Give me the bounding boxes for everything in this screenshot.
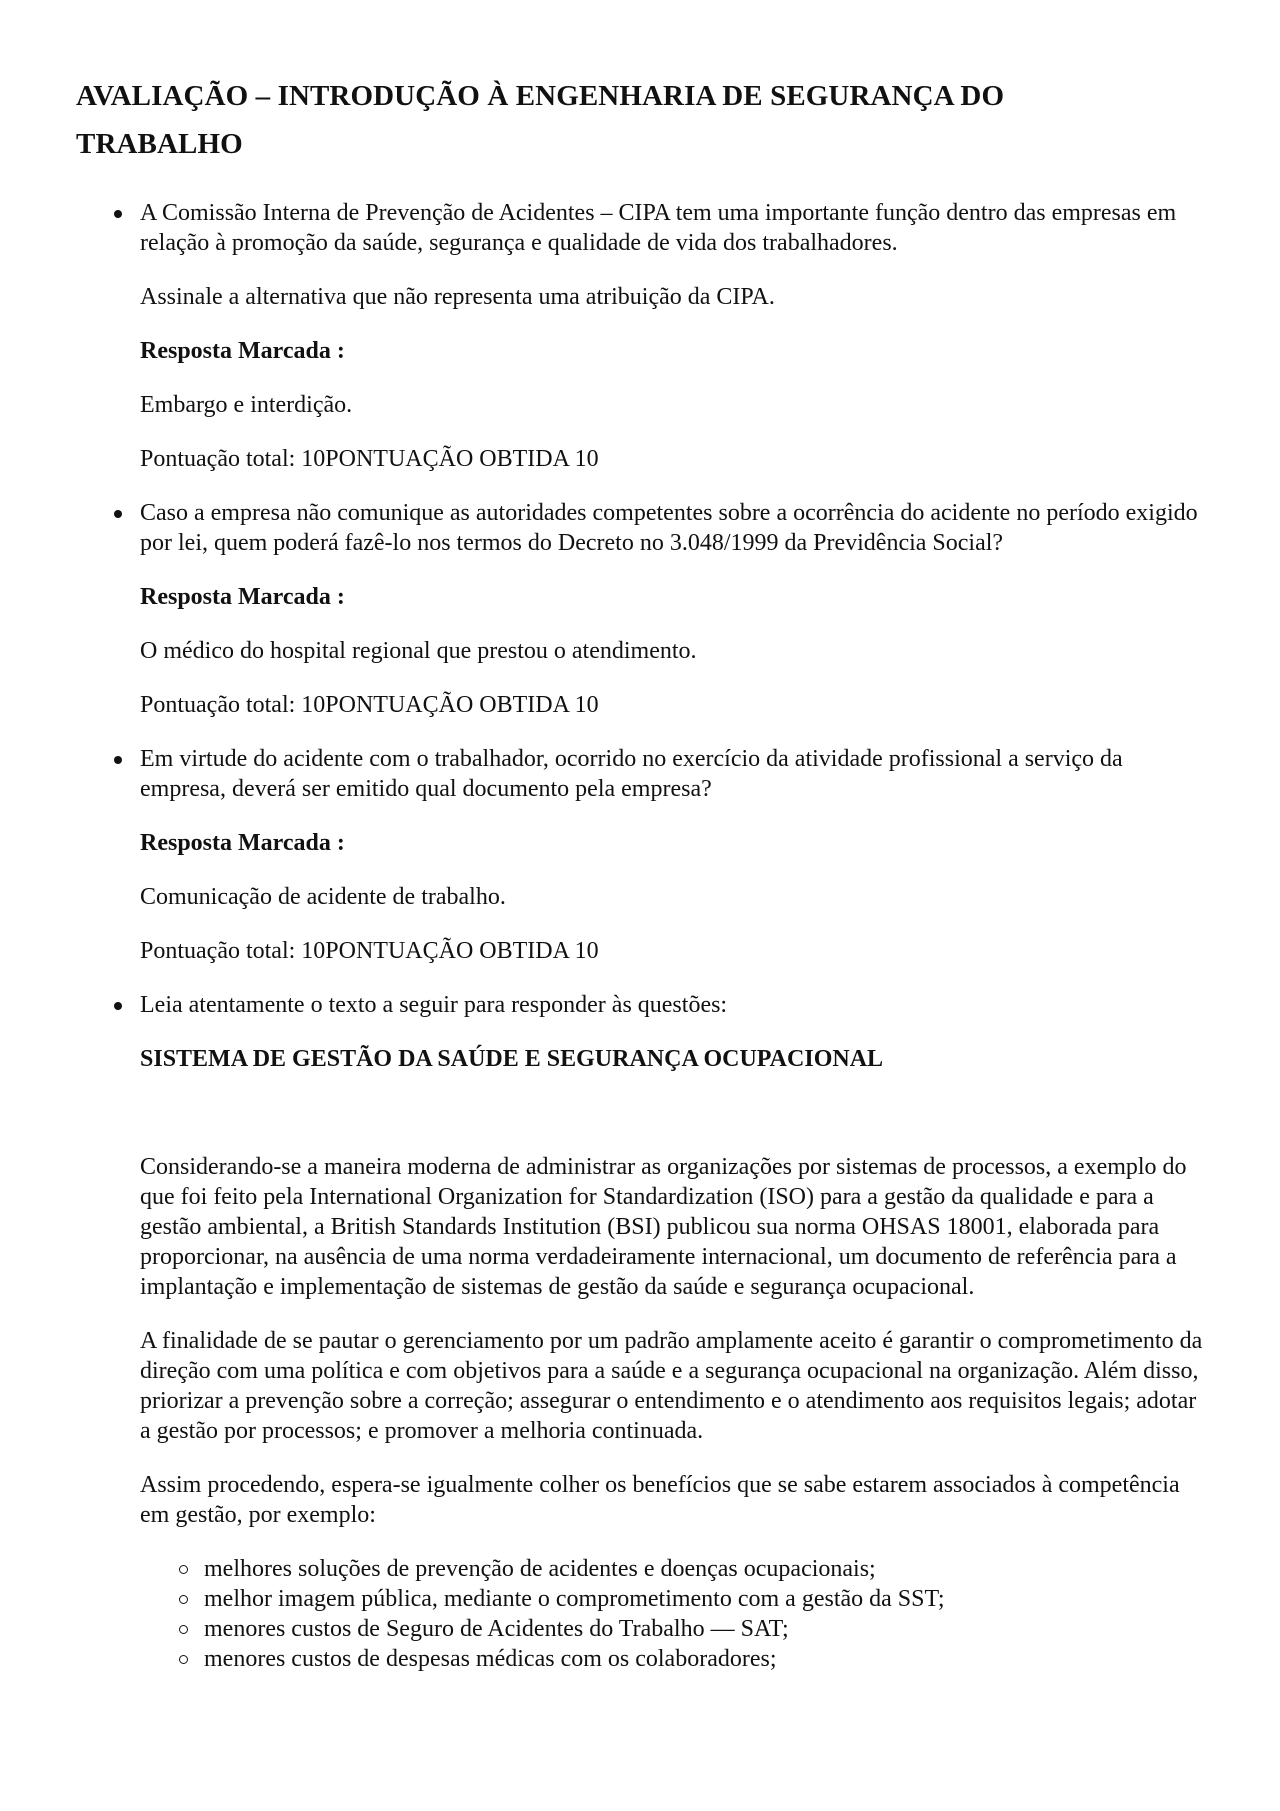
benefit-item [204,1644,1204,1674]
score-obtained: PONTUAÇÃO OBTIDA 10 [325,446,599,472]
answer-label: Resposta Marcada : [140,338,345,364]
page-title: AVALIAÇÃO – INTRODUÇÃO À ENGENHARIA DE SEGURANÇA DO TRABALHO [76,80,1005,160]
bullet-icon [114,756,122,764]
benefit-text: menores custos de Seguro de Acidentes do Trabalho — SAT; [204,1616,789,1642]
question-instruction: Assinale a alternativa que não representa uma atribuição da CIPA. [140,284,775,310]
answer-label: Resposta Marcada : [140,584,345,610]
score-line [140,444,1204,474]
question-item [140,198,1204,474]
question-text: Em virtude do acidente com o trabalhador, ocorrido no exercício da atividade profissional a serviço da empresa, deverá ser emitido qual documento pela empresa? [140,746,1123,802]
reading-heading: SISTEMA DE GESTÃO DA SAÚDE E SEGURANÇA OCUPACIONAL [140,1046,884,1072]
benefit-text: melhores soluções de prevenção de acidentes e doenças ocupacionais; [204,1556,876,1582]
reading-intro: Leia atentamente o texto a seguir para responder às questões: [140,992,728,1018]
answer-label: Resposta Marcada : [140,830,345,856]
score-total: Pontuação total: 10 [140,692,326,718]
bullet-icon [114,510,122,518]
benefit-item [204,1614,1204,1644]
score-total: Pontuação total: 10 [140,938,326,964]
question-text: A Comissão Interna de Prevenção de Acidentes – CIPA tem uma importante função dentro das empresas em relação à promoção da saúde, segurança e qualidade de vida dos trabalhadores. [140,200,1177,256]
reading-item [140,990,1204,1674]
score-total: Pontuação total: 10 [140,446,326,472]
circle-bullet-icon [179,1625,188,1634]
circle-bullet-icon [179,1595,188,1604]
marked-answer: Embargo e interdição. [140,392,353,418]
benefit-text: melhor imagem pública, mediante o comprometimento com a gestão da SST; [204,1586,945,1612]
circle-bullet-icon [179,1565,188,1574]
score-obtained: PONTUAÇÃO OBTIDA 10 [325,938,599,964]
score-obtained: PONTUAÇÃO OBTIDA 10 [325,692,599,718]
question-item [140,498,1204,720]
question-item [140,744,1204,966]
score-line [140,690,1204,720]
question-text: Caso a empresa não comunique as autoridades competentes sobre a ocorrência do acidente no período exigido por lei, quem poderá fazê-lo nos termos do Decreto no 3.048/1999 da Previdência Social? [140,500,1198,556]
bullet-icon [114,1002,122,1010]
marked-answer: O médico do hospital regional que prestou o atendimento. [140,638,697,664]
circle-bullet-icon [179,1655,188,1664]
reading-paragraph: Considerando-se a maneira moderna de administrar as organizações por sistemas de processos, a exemplo do que foi feito pela International Organization for Standardization (ISO) para a gestão da qualidade e para a gestão ambiental, a British Standards Institution (BSI) publicou sua norma OHSAS 18001, elaborada para proporcionar, na ausência de uma norma verdadeiramente internacional, um documento de referência para a implantação e implementação de sistemas de gestão da saúde e segurança ocupacional. [140,1154,1187,1300]
bullet-icon [114,210,122,218]
benefit-item [204,1584,1204,1614]
reading-paragraph: A finalidade de se pautar o gerenciamento por um padrão amplamente aceito é garantir o comprometimento da direção com uma política e com objetivos para a saúde e a segurança ocupacional na organização. Além disso, priorizar a prevenção sobre a correção; assegurar o entendimento e o atendimento aos requisitos legais; adotar a gestão por processos; e promover a melhoria continuada. [140,1328,1203,1444]
benefit-item [204,1554,1204,1584]
marked-answer: Comunicação de acidente de trabalho. [140,884,506,910]
benefit-text: menores custos de despesas médicas com os colaboradores; [204,1646,777,1672]
reading-paragraph: Assim procedendo, espera-se igualmente colher os benefícios que se sabe estarem associados à competência em gestão, por exemplo: [140,1472,1180,1528]
score-line [140,936,1204,966]
benefits-list [140,1554,1204,1674]
question-list [76,198,1204,1674]
